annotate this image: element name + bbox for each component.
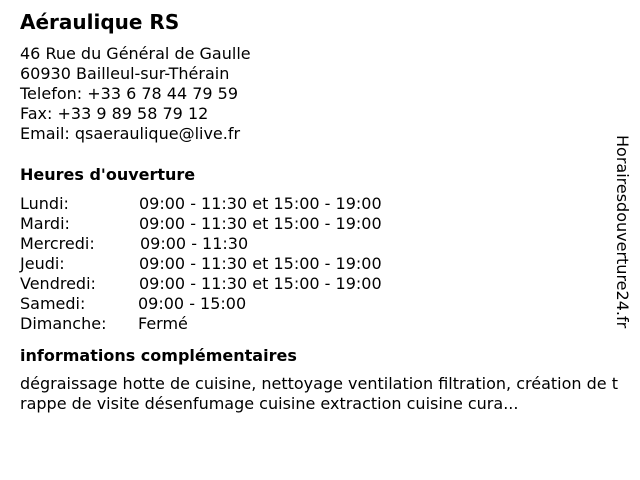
day-label: Vendredi:: [20, 274, 96, 293]
phone-number: Telefon: +33 6 78 44 79 59: [20, 84, 239, 103]
site-watermark: Horairesdouverture24.fr: [613, 135, 632, 329]
hours-value: 09:00 - 11:30 et 15:00 - 19:00: [139, 274, 382, 293]
business-card: [20, 10, 618, 414]
hours-row-wednesday: [20, 234, 610, 254]
hours-value: 09:00 - 15:00: [138, 294, 247, 313]
hours-value: 09:00 - 11:30 et 15:00 - 19:00: [139, 194, 382, 213]
day-label: Dimanche:: [20, 314, 107, 333]
business-name: Aéraulique RS: [20, 10, 180, 34]
hours-row-tuesday: [20, 214, 610, 234]
opening-hours-heading: Heures d'ouverture: [20, 165, 196, 184]
day-label: Jeudi:: [20, 254, 65, 273]
hours-value: 09:00 - 11:30 et 15:00 - 19:00: [139, 254, 382, 273]
address-line-street: 46 Rue du Général de Gaulle: [20, 44, 251, 63]
day-label: Mardi:: [20, 214, 70, 233]
hours-value: 09:00 - 11:30: [140, 234, 249, 253]
hours-row-saturday: [20, 294, 610, 314]
opening-hours-list: [20, 194, 610, 334]
hours-value: Fermé: [138, 314, 188, 333]
hours-row-thursday: [20, 254, 610, 274]
fax-number: Fax: +33 9 89 58 79 12: [20, 104, 209, 123]
hours-value: 09:00 - 11:30 et 15:00 - 19:00: [139, 214, 382, 233]
day-label: Mercredi:: [20, 234, 95, 253]
additional-info-heading: informations complémentaires: [20, 346, 297, 365]
additional-info-text: dégraissage hotte de cuisine, nettoyage ventilation filtration, création de trappe de visite désenfumage cuisine extraction cuisine cura...: [20, 374, 618, 413]
address-line-city: 60930 Bailleul-sur-Thérain: [20, 64, 230, 83]
day-label: Samedi:: [20, 294, 86, 313]
day-label: Lundi:: [20, 194, 69, 213]
email-address: Email: qsaeraulique@live.fr: [20, 124, 241, 143]
hours-row-friday: [20, 274, 610, 294]
hours-row-sunday: [20, 314, 610, 334]
hours-row-monday: [20, 194, 610, 214]
